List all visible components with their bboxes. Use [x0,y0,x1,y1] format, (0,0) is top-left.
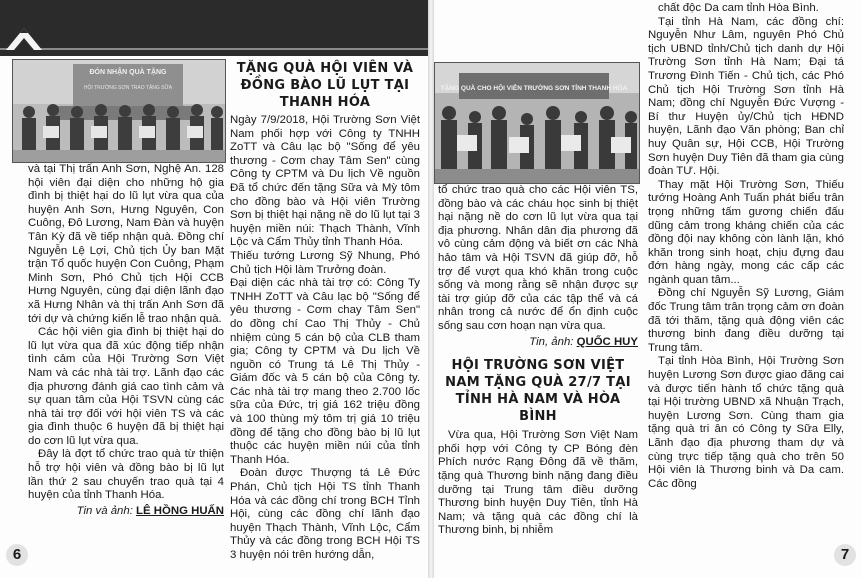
article-headline: HỘI TRƯỜNG SƠN VIỆT NAM TẶNG QUÀ 27/7 TẠI TỈNH HÀ NAM VÀ HÒA BÌNH [445,358,631,425]
credit-prefix: Tin, ảnh: [529,335,577,348]
gift-ceremony-photo [12,59,226,163]
article-paragraph: Ngày 7/9/2018, Hội Trường Sơn Việt Nam phối hợp với Công ty TNHH ZoTT và Câu lạc bộ "Sống để yêu thương - Cơm chay Tâm Sen" cùng Công ty CPTM và Du lịch Về nguồn Đã tổ chức đến tặng Sữa và Mỳ tôm cho đồng bào và Hội viên Trường Sơn bị thiệt hại nặng nề do lũ lụt tại 3 huyện miền núi: Thạch Thành, Vĩnh Lộc và Cẩm Thủy tỉnh Thanh Hóa. [230,114,420,249]
photo-banner-text: ĐÓN NHẬN QUÀ TẶNG [89,69,167,76]
article-paragraph: Thay mặt Hội Trường Sơn, Thiếu tướng Hoàng Anh Tuấn phát biểu trân trọng những tấm gương chiến đấu dũng cảm trong kháng chiến của các đồng đội nay không còn lành lặn, khó khăn trong sinh hoạt, chịu đựng đau đớn hàng ngày, mong các cấp các ngành quan tâm... [648,178,844,286]
article-paragraph: và tại Thị trấn Anh Sơn, Nghệ An. 128 hội viên đại diện cho những hộ gia đình bị thiệt hại do lũ lụt vừa qua của huyện Anh Sơn, Hưng Nguyên, Con Cuông, Đô Lương, Nam Đàn và huyện Tân Kỳ đã về tiếp nhận quà. Đồng chí Nguyễn Lệ Lợi, Chủ tịch Ủy ban Mặt trận Tổ quốc huyện Con Cuông, Phạm Minh Sơn, Phó Chủ tịch Hội CCB Hưng Nguyên, cùng đại diện lãnh đạo xã Hưng Nhân và thị trấn Anh Sơn đã tới dự và chứng kiến lễ trao nhận quà. [28,163,224,325]
page-number: 6 [6,544,28,566]
right-page [434,0,862,578]
article-credit [28,505,224,519]
article-paragraph: chất độc Da cam tỉnh Hòa Bình. [658,2,819,14]
credit-author: QUỐC HUY [576,335,638,348]
article-paragraph: Các hội viên gia đình bị thiệt hại do lũ lụt vừa qua đã xúc động tiếp nhận tình cảm của Hội Trường Sơn Việt Nam và các nhà tài trợ. Lãnh đạo các địa phương đánh giá cao tình cảm và sự quan tâm của Hội TSVN cùng các nhà tài trợ đối với hội viên TS và các gia đình thuộc 6 huyện đã bị thiệt hại do cơn lũ lụt vừa qua. [28,326,224,447]
article-paragraph: Thiếu tướng Lương Sỹ Nhung, Phó Chủ tịch Hội làm Trưởng đoàn. [230,249,420,276]
credit-prefix: Tin và ảnh: [76,504,137,517]
left-page-column-2 [230,60,420,563]
article-credit [438,336,638,350]
article-paragraph: Đoàn được Thượng tá Lê Đức Phán, Chủ tịch Hội TS tỉnh Thanh Hóa và các đồng chí trong BCH Tỉnh Hội, cùng các đồng chí lãnh đạo huyện Thạch Thành, Vĩnh Lộc, Cẩm Thủy và các đồng trong BCH Hội TS 3 huyện nói trên hướng dẫn, [230,467,420,561]
right-page-column-2 [648,2,844,491]
gift-distribution-photo [434,62,640,184]
photo-banner-text: TẶNG QUÀ CHO HỘI VIÊN TRƯỜNG SƠN TỈNH THANH HÓA [440,85,628,92]
article-paragraph: Vừa qua, Hội Trường Sơn Việt Nam phối hợp với Công ty CP Bóng đèn Phích nước Rạng Đông đã về thăm, tặng quà Thương binh nặng đang điều dưỡng tại Trung tâm điều dưỡng Thương binh huyện Duy Tiên, tỉnh Hà Nam; và tặng quà các đồng chí là Thương binh, bị nhiễm [438,429,638,537]
article-paragraph: Tại tỉnh Hà Nam, các đồng chí: Nguyễn Như Lâm, nguyên Phó Chủ tịch UBND tỉnh/Chủ tịch danh dự Hội Trường Sơn tỉnh Hà Nam; Đại tá Trương Đình Tiến - Chủ tịch, các Phó Chủ tịch Hội Trường Sơn tỉnh Hà Nam; đồng chí Nguyễn Đức Vượng - Bí thư Huyện ủy/Chủ tịch HĐND huyện, Lãnh đạo Văn phòng; Ban chỉ huy Quân sự, Hội CCB, Hội Trường Sơn huyện Duy Tiên đã tham gia cùng đoàn TƯ. Hội. [648,15,844,178]
left-page-column-1 [28,163,224,518]
article-paragraph: Đây là đợt tổ chức trao quà từ thiện hỗ trợ hội viên và đồng bào bị lũ lụt lần thứ 2 sau chuyến trao quà tại 4 huyện của tỉnh Thanh Hóa. [28,448,224,502]
article-paragraph: Đại diện các nhà tài trợ có: Công Ty TNHH ZoTT và Câu lạc bộ "Sống để yêu thương - Cơm chay Tâm Sen" do đồng chí Cao Thị Thủy - Chủ nhiệm cùng 5 cán bộ của CLB tham gia; Công ty CPTM và Du lịch Về nguồn có Trung tá Lê Thị Thủy - Giám đốc và 5 cán bộ của Công ty. Các nhà tài trợ mang theo 2.700 lốc sữa của Đức, trị giá 162 triệu đồng và 100 thùng mỳ tôm trị giá 10 triệu đồng để tặng cho đồng bào bị lũ lụt thuộc các huyện miền núi của tỉnh Thanh Hóa. [230,277,420,466]
mountain-logo-icon [4,24,44,52]
credit-author: LÊ HỒNG HUẤN [136,504,224,517]
right-page-column-1 [438,184,638,538]
page-number: 7 [834,544,856,566]
article-headline: TẶNG QUÀ HỘI VIÊN VÀ ĐỒNG BÀO LŨ LỤT TẠI THANH HÓA [236,61,414,110]
photo-board-text: HỘI TRƯỜNG SƠN TRAO TẶNG SỮA [83,85,173,91]
article-paragraph: Đồng chí Nguyễn Sỹ Lương, Giám đốc Trung tâm trân trọng cảm ơn đoàn đã tới thăm, tặng quà động viên các thương binh đang điều dưỡng tại Trung tâm. [648,287,844,354]
article-paragraph: Tại tỉnh Hòa Bình, Hội Trường Sơn huyện Lương Sơn được giao đăng cai và được tiến hành tổ chức tặng quà tại Hội trường UBND xã Nhuận Trạch, huyện Lương Sơn. Cùng tham gia tặng quà tri ân có Công ty Sữa Elly, Lãnh đạo địa phương tham dự và cùng trực tiếp tặng quà cho trên 50 Hội viên là Thương binh và Da cam. Các đồng [648,355,844,490]
left-page [0,0,428,578]
header-bar [0,0,428,56]
article-paragraph: tổ chức trao quà cho các Hội viên TS, đồng bào và các cháu học sinh bị thiệt hại nặng nề do cơn lũ lụt vừa qua tại địa phương. Nhân dân địa phương đã vô cùng cảm động và biết ơn các Nhà hảo tâm và Hội TSVN đã giúp đỡ, hỗ trợ để vượt qua khó khăn trong cuộc sống và mong rằng sẽ nhận được sự tài trợ giúp đỡ của các tập thể và cá nhân trong cả nước để ổn định cuộc sống sau cơn hoạn nạn vừa qua. [438,184,638,332]
